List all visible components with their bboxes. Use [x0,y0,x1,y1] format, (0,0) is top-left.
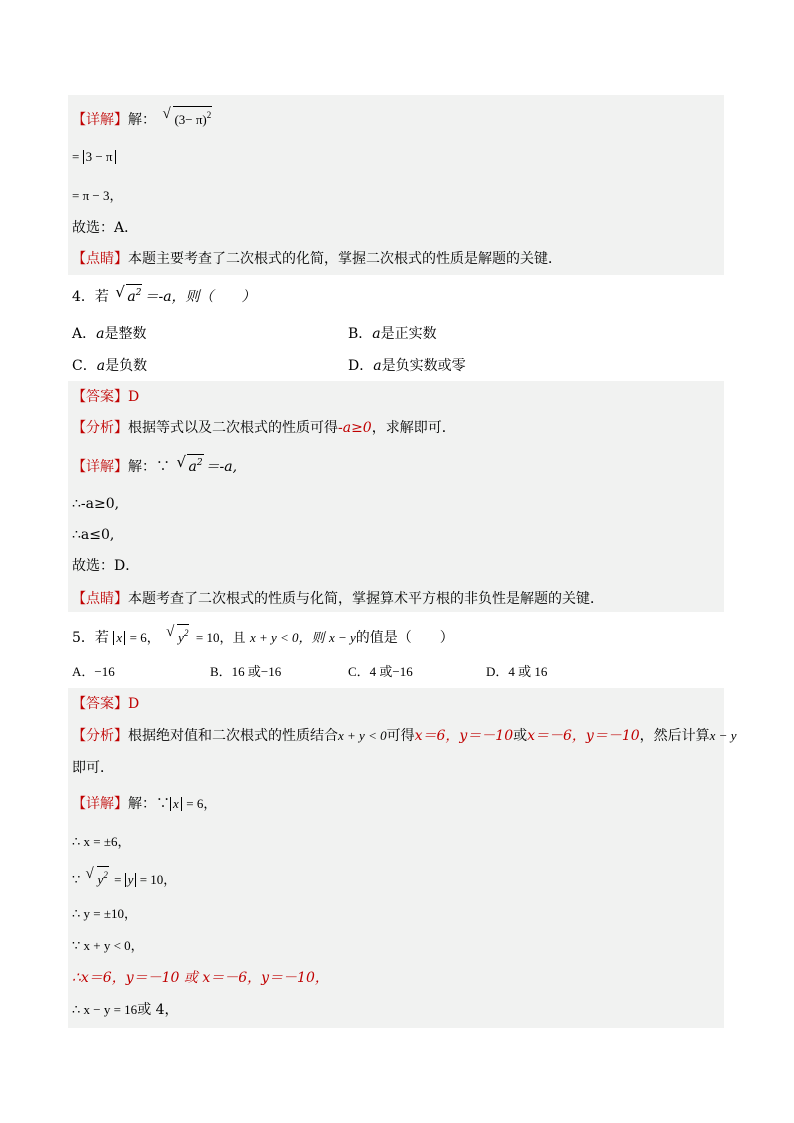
q4-step2: ∴a≤0, [72,527,115,543]
abs-value: y [125,873,137,887]
detail-tag: 【详解】 [72,112,128,128]
q4-option-d: D．a是负实数或零 [348,358,466,374]
q4-question: 4．若 √ $a^2 =-a$，则（ ） [72,284,256,308]
analysis-tag: 【分析】 [72,420,128,436]
comment-text: 本题主要考查了二次根式的化简，掌握二次根式的性质是解题的关键． [128,251,562,267]
q4-analysis-line: 【分析】根据等式以及二次根式的性质可得-a≥0，求解即可． [72,420,456,436]
q5-step3: ∴ y = ±10， [72,906,137,921]
q5-analysis-line2: 即可． [72,760,114,776]
q5-option-a: A．−16 [72,664,115,679]
comment-tag: 【点睛】 [72,591,128,607]
sqrt-expression: √ $a^2$ [176,453,203,475]
q3-step2: = π − 3， [72,188,123,203]
q5-step2: ∵ √ $y^2 = y = 10$， [72,866,176,890]
q5-analysis-line1: 【分析】根据绝对值和二次根式的性质结合x + y < 0可得x＝6，y＝－10或x＝－6，y＝－10，然后计算x − y [72,728,737,744]
abs-value: x [170,797,182,811]
comment-tag: 【点睛】 [72,251,128,267]
q4-answer-line [72,385,139,409]
q4-option-a: A．a是整数 [72,326,147,342]
q5-step6: ∴ x − y = 16或 4， [72,1002,179,1018]
q4-choice: 故选：D． [72,558,140,574]
q5-option-b: B．16 或−16 [210,664,282,679]
answer-tag: 【答案】 [72,696,128,712]
q5-question: 5．若 x = 6， √ $y^2 = 10$，且 x + y < 0，则 x − y的值是（ ） [72,624,454,648]
q3-choice: 故选：A． [72,220,139,236]
q4-comment-line: 【点睛】本题考查了二次根式的性质与化简，掌握算术平方根的非负性是解题的关键． [72,591,604,607]
q4-option-c: C．a是负数 [72,358,148,374]
abs-value: 3 − π [83,150,116,164]
detail-tag: 【详解】 [72,459,128,475]
sqrt-expression: √ $y^2$ [85,866,108,887]
sqrt-expression: √ $y^2$ [166,624,189,645]
q5-detail-line: 【详解】解：∵ x = 6， [72,796,217,812]
q5-step4: ∵ x + y < 0， [72,938,144,953]
answer-value: D [128,389,140,405]
q3-detail-line [72,106,214,130]
answer-tag: 【答案】 [72,389,128,405]
q3-comment-line [72,247,562,271]
q4-step1: ∴-a≥0, [72,496,120,512]
q5-step5: ∴x＝6，y＝－10 或 x＝－6，y＝－10， [72,970,329,986]
abs-value: x [113,631,125,645]
q5-option-d: D．4 或 16 [486,664,548,679]
detail-prefix: 解： [128,112,156,128]
sqrt-expression: √ $(3- \pi)^2$ [162,106,212,127]
q5-step1: ∴ x = ±6， [72,834,131,849]
answer-value: D [128,696,140,712]
analysis-tag: 【分析】 [72,728,128,744]
q4-option-b: B．a是正实数 [348,326,437,342]
q5-answer-line [72,692,139,716]
q3-step1: = 3 − π [72,145,116,169]
detail-tag: 【详解】 [72,796,128,812]
q4-detail-line: 【详解】解：∵ √ $a^2 =-a$, [72,454,237,478]
q5-option-c: C．4 或−16 [348,664,413,679]
sqrt-expression: √ $a^2$ [115,283,142,305]
